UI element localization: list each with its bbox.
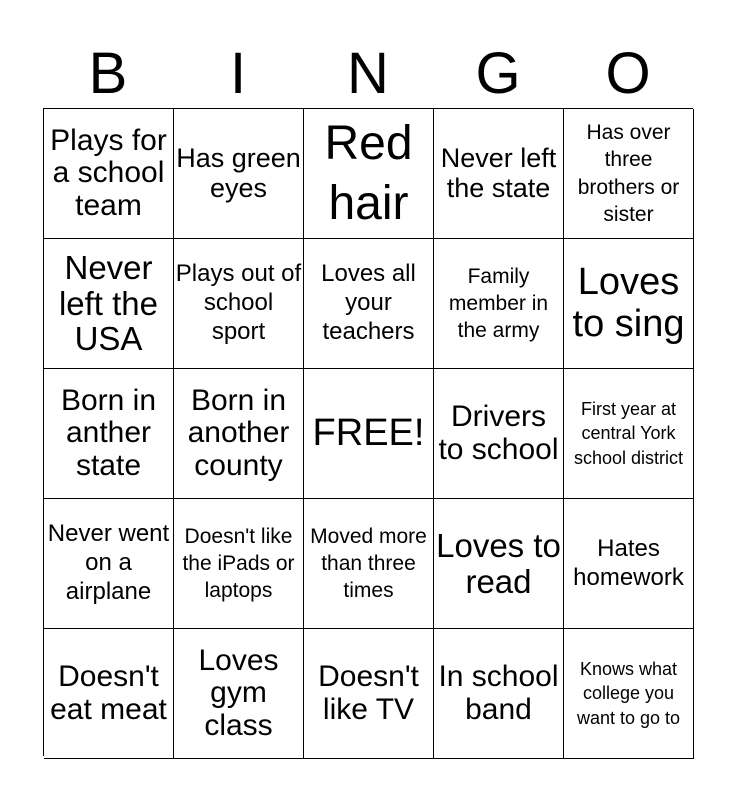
bingo-cell[interactable]	[174, 369, 304, 499]
bingo-cell[interactable]	[174, 239, 304, 369]
bingo-cell[interactable]	[434, 629, 564, 759]
bingo-cell[interactable]	[44, 239, 174, 369]
bingo-cell[interactable]	[564, 499, 694, 629]
cell-text: Never left the state	[440, 143, 557, 203]
bingo-cell[interactable]	[44, 109, 174, 239]
cell-text: Has over three brothers or sister	[577, 120, 680, 226]
bingo-cell[interactable]	[44, 499, 174, 629]
cell-text: First year at central York school district	[573, 399, 684, 468]
cell-text: Doesn't eat meat	[50, 660, 167, 726]
cell-text: Never left the USA	[58, 249, 159, 358]
cell-text: Knows what college you want to go to	[576, 659, 681, 728]
cell-text: Plays out of school sport	[175, 260, 302, 345]
cell-text: Loves gym class	[198, 643, 279, 742]
bingo-cell[interactable]	[174, 109, 304, 239]
cell-text: Born in another county	[187, 383, 290, 482]
cell-text: Plays for a school team	[50, 123, 167, 222]
bingo-cell[interactable]	[44, 369, 174, 499]
cell-text: Has green eyes	[176, 143, 301, 203]
cell-text: Hates homework	[573, 534, 684, 591]
bingo-cell[interactable]	[304, 109, 434, 239]
bingo-cell[interactable]	[434, 499, 564, 629]
bingo-board	[43, 108, 693, 756]
bingo-cell[interactable]	[564, 239, 694, 369]
cell-text: Born in anther state	[60, 383, 157, 482]
bingo-cell[interactable]	[434, 369, 564, 499]
header-letter-b: B	[88, 41, 128, 106]
bingo-cell[interactable]	[564, 369, 694, 499]
bingo-cell[interactable]	[304, 239, 434, 369]
cell-text: Loves to sing	[572, 261, 685, 345]
header-letter-i: I	[229, 41, 247, 106]
bingo-cell[interactable]	[434, 109, 564, 239]
header-letter-g: G	[475, 41, 521, 106]
header-letter-o: O	[605, 41, 651, 106]
cell-text: Loves all your teachers	[321, 260, 416, 345]
header-letter-n: N	[347, 41, 389, 106]
cell-text: Doesn't like TV	[318, 660, 419, 726]
bingo-cell[interactable]	[174, 499, 304, 629]
bingo-cell[interactable]	[304, 629, 434, 759]
bingo-cell[interactable]	[44, 629, 174, 759]
cell-text: Drivers to school	[438, 400, 559, 466]
cell-text: Never went on a airplane	[47, 520, 170, 605]
bingo-header	[43, 40, 693, 108]
cell-text: Loves to read	[436, 526, 561, 600]
free-space[interactable]	[304, 369, 434, 499]
bingo-cell[interactable]	[174, 629, 304, 759]
bingo-cell[interactable]	[564, 109, 694, 239]
bingo-cell[interactable]	[304, 499, 434, 629]
bingo-cell[interactable]	[564, 629, 694, 759]
cell-text: Family member in the army	[448, 264, 549, 343]
cell-text: Red hair	[324, 116, 413, 230]
cell-text: Moved more than three times	[310, 524, 427, 603]
cell-text: FREE!	[312, 411, 425, 454]
bingo-cell[interactable]	[434, 239, 564, 369]
cell-text: In school band	[438, 660, 559, 726]
cell-text: Doesn't like the iPads or laptops	[182, 524, 295, 603]
